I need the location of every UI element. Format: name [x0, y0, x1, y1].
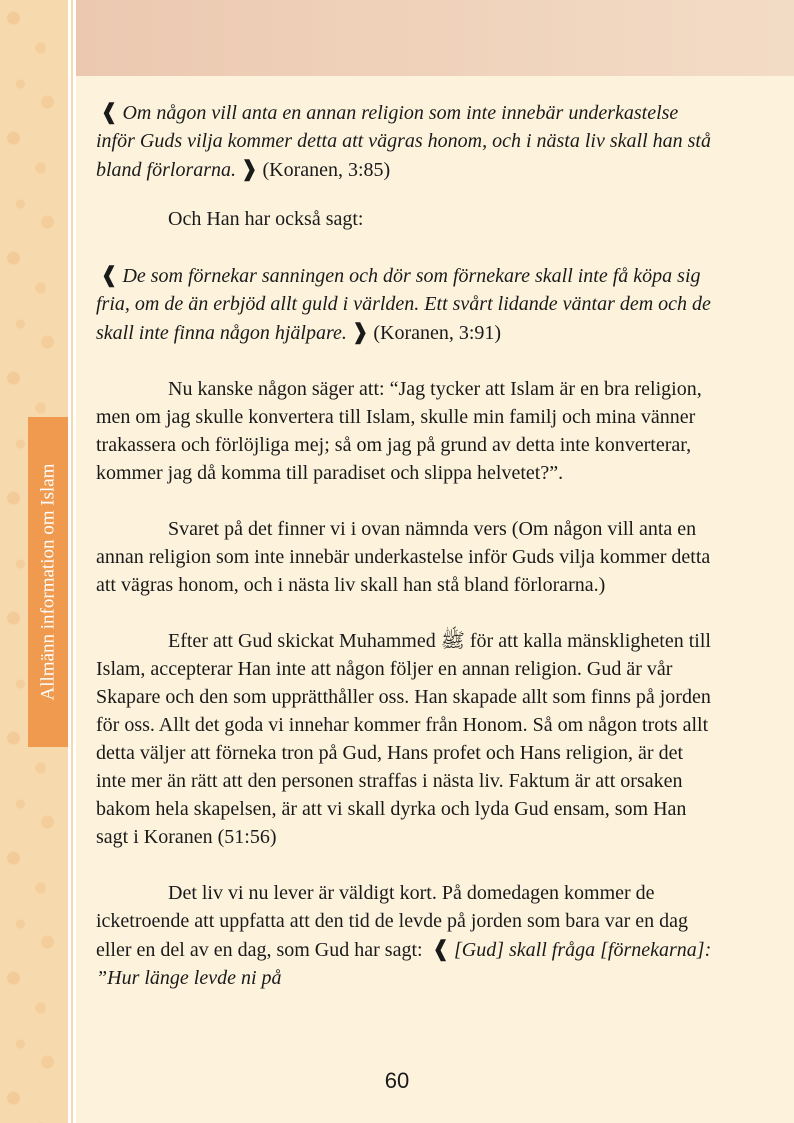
quote-2-text: De som förnekar sanningen och dör som förnekare skall inte få köpa sig fria, om de än erbjöd allt guld i världen. Ett svårt lidande väntar dem och de skall inte finna någon hjälpare. [96, 265, 711, 344]
paragraph-4 [96, 879, 716, 992]
quote-2-reference: (Koranen, 3:91) [373, 322, 502, 344]
quote-1 [96, 98, 716, 184]
quote-close-ornament: ❱ [240, 156, 259, 181]
chapter-tab [28, 417, 68, 747]
margin-border [68, 0, 76, 1123]
header-band [76, 0, 794, 76]
chapter-tab-label: Allmänn information om Islam [37, 463, 58, 701]
quote-1-text: Om någon vill anta en annan religion som inte innebär underkastelse inför Guds vilja kommer detta att vägras honom, och i nästa liv skall han stå bland förlorarna. [96, 102, 711, 181]
paragraph-4-quote: [Gud] skall fråga [förnekarna]: ”Hur länge levde ni på [96, 939, 712, 989]
intro-line: Och Han har också sagt: [168, 208, 364, 230]
page-content [96, 98, 716, 992]
quote-close-ornament: ❱ [350, 319, 370, 344]
quote-open-ornament: ❰ [100, 262, 119, 287]
quote-open-ornament: ❰ [100, 99, 119, 124]
page-number: 60 [384, 1068, 410, 1093]
paragraph-3: Efter att Gud skickat Muhammed ﷺ för att kalla mänskligheten till Islam, accepterar Han inte att någon följer en annan religion. Gud är vår Skapare och den som upprätthåller oss. Han skapade allt som finns på jorden för oss. Allt det goda vi innehar kommer från Honom. Så om någon trots allt detta väljer att förneka tron på Gud, Hans profet och Hans religion, är det inte mer än rätt att den personen straffas i nästa liv. Faktum är att orsaken bakom hela skapelsen, är att vi skall dyrka och lyda Gud ensam, som Han sagt i Koranen (51:56) [96, 630, 711, 848]
quote-1-reference: (Koranen, 3:85) [262, 159, 391, 181]
paragraph-1: Nu kanske någon säger att: “Jag tycker att Islam är en bra religion, men om jag skulle konvertera till Islam, skulle min familj och mina vänner trakassera och förlöjliga mej; så om jag på grund av detta inte konverterar, kommer jag då komma till paradiset och slippa helvetet?”. [96, 378, 702, 484]
paragraph-4-text: Det liv vi nu lever är väldigt kort. På domedagen kommer de icketroende att uppfatta att den tid de levde på jorden som bara var en dag eller en del av en dag, som Gud har sagt: [96, 882, 688, 961]
paragraph-2: Svaret på det finner vi i ovan nämnda vers (Om någon vill anta en annan religion som inte innebär underkastelse inför Guds vilja kommer detta att vägras honom, och i nästa liv skall han stå bland förlorarna.) [96, 518, 711, 596]
quote-open-ornament: ❰ [431, 936, 450, 961]
quote-2 [96, 261, 716, 347]
